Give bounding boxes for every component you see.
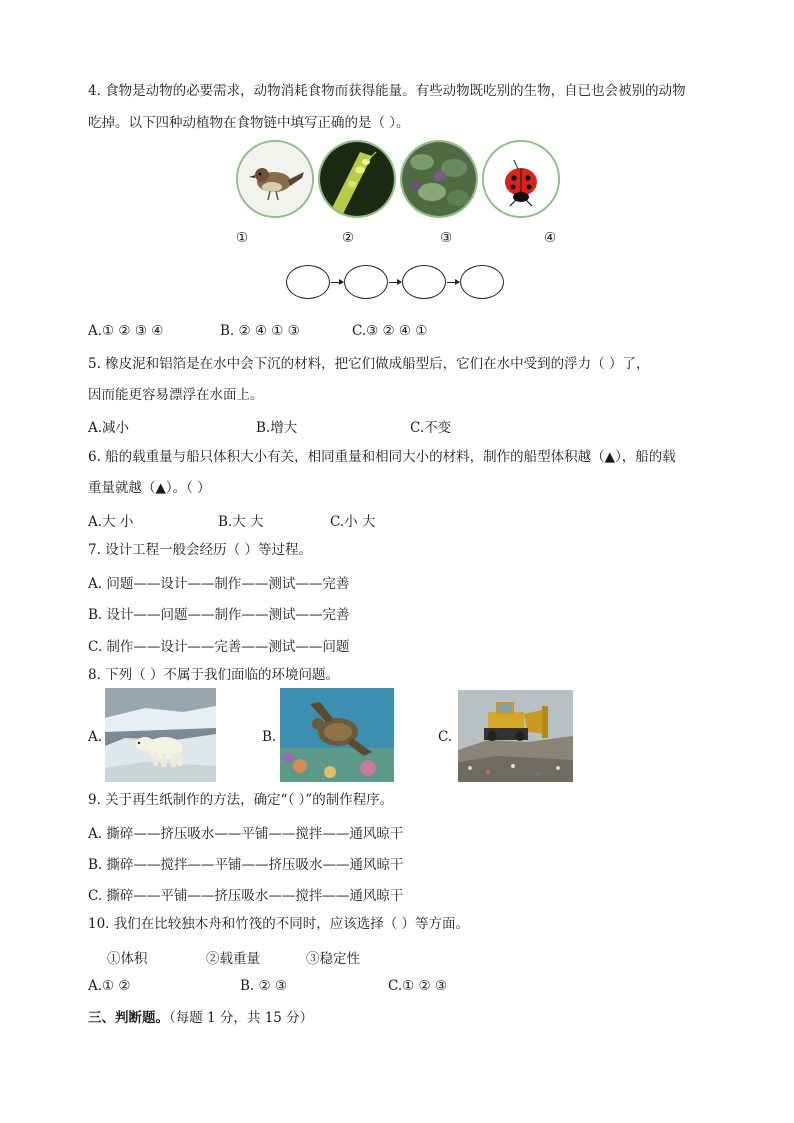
- q6-line1: 6. 船的载重量与船只体积大小有关，相同重量和相同大小的材料，制作的船型体积越（▲），船的载: [88, 449, 676, 465]
- section3-heading: [88, 1009, 313, 1027]
- q4-number-3: ③: [439, 230, 453, 246]
- q9-option-a: A. 撕碎——挤压吸水——平铺——搅拌——通风晾干: [88, 826, 404, 842]
- q8-label-a: A.: [88, 729, 103, 745]
- q10-item-3: ③稳定性: [306, 951, 360, 967]
- q4-image-row: [236, 140, 562, 224]
- q4-option-a: A.① ② ③ ④: [88, 323, 164, 339]
- plants-image: [400, 140, 478, 218]
- q4-option-c: C.③ ② ④ ①: [352, 323, 428, 339]
- food-chain-blank-1: [286, 265, 330, 299]
- section3-note: （每题 1 分，共 15 分）: [169, 1010, 314, 1026]
- q9-line1: 9. 关于再生纸制作的方法，确定“（ ）”的制作程序。: [88, 792, 394, 808]
- q8-label-b: B.: [262, 729, 277, 745]
- q5-option-b: B.增大: [256, 420, 298, 436]
- q6-option-b: B.大 大: [218, 514, 264, 530]
- q5-line1: 5. 橡皮泥和铝箔是在水中会下沉的材料，把它们做成船型后，它们在水中受到的浮力（ ）了，: [88, 356, 650, 372]
- q5-option-a: A.减小: [88, 420, 130, 436]
- sparrow-image: [236, 140, 314, 218]
- triangle-mark: ▲: [604, 449, 616, 465]
- food-chain-arrow-2: [389, 282, 401, 283]
- q6-option-c: C.小 大: [330, 514, 376, 530]
- q4-line2: 吃掉。以下四种动植物在食物链中填写正确的是（ ）。: [88, 115, 410, 131]
- q7-option-a: A. 问题——设计——制作——测试——完善: [88, 576, 350, 592]
- q5-option-c: C.不变: [410, 420, 452, 436]
- q9-option-b: B. 撕碎——搅拌——平铺——挤压吸水——通风晾干: [88, 857, 404, 873]
- landfill-bulldozer-image: [458, 690, 573, 782]
- triangle-mark: ▲: [155, 480, 166, 496]
- food-chain-blank-3: [402, 265, 446, 299]
- food-chain-blank-4: [460, 265, 504, 299]
- q7-option-b: B. 设计——问题——制作——测试——完善: [88, 607, 350, 623]
- polar-bear-on-ice-image: [105, 688, 216, 782]
- q6-line2: 重量就越（▲）。（ ）: [88, 480, 211, 496]
- q10-option-b: B. ② ③: [240, 978, 287, 994]
- q5-line2: 因而能更容易漂浮在水面上。: [88, 387, 264, 403]
- sea-turtle-image: [280, 688, 394, 782]
- q10-line1: 10. 我们在比较独木舟和竹筏的不同时，应该选择（ ）等方面。: [88, 916, 470, 932]
- q4-number-1: ①: [235, 230, 249, 246]
- aphid-on-stem-image: [318, 140, 396, 218]
- section3-title: 三、判断题。: [88, 1010, 169, 1026]
- q6-option-a: A.大 小: [88, 514, 134, 530]
- q8-line1: 8. 下列（ ）不属于我们面临的环境问题。: [88, 667, 339, 683]
- ladybug-image: [482, 140, 560, 218]
- q4-number-2: ②: [341, 230, 355, 246]
- food-chain-arrow-3: [447, 282, 459, 283]
- q8-label-c: C.: [438, 729, 453, 745]
- q9-option-c: C. 撕碎——平铺——挤压吸水——搅拌——通风晾干: [88, 888, 404, 904]
- q4-option-b: B. ② ④ ① ③: [220, 323, 300, 339]
- q10-item-2: ②载重量: [206, 951, 260, 967]
- q10-option-c: C.① ② ③: [388, 978, 448, 994]
- food-chain-blank-2: [344, 265, 388, 299]
- q10-item-1: ①体积: [107, 951, 148, 967]
- q4-line1: 4. 食物是动物的必要需求，动物消耗食物而获得能量。有些动物既吃别的生物，自已也会被别的动物: [88, 83, 686, 99]
- food-chain-arrow-1: [331, 282, 343, 283]
- q7-line1: 7. 设计工程一般会经历（ ）等过程。: [88, 542, 312, 558]
- q4-number-4: ④: [543, 230, 557, 246]
- q7-option-c: C. 制作——设计——完善——测试——问题: [88, 639, 350, 655]
- q10-option-a: A.① ②: [88, 978, 131, 994]
